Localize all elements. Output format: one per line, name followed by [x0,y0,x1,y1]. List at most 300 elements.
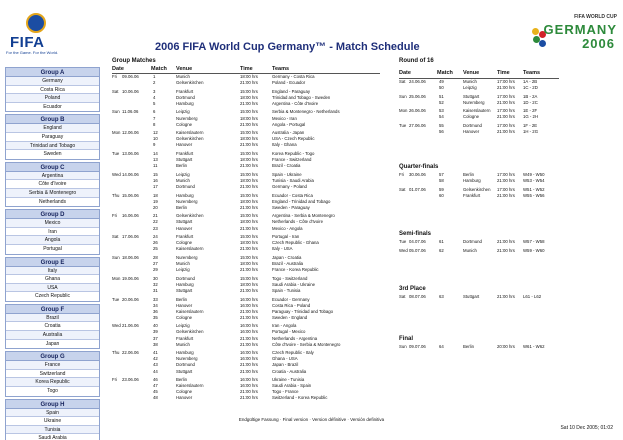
match-teams: Mexico - Iran [272,115,297,121]
match-date: 14.06.06 [122,171,139,177]
header-match: Match [437,70,453,76]
match-time: 18:00 hrs [240,198,258,204]
match-time: 21:00 hrs [497,114,515,120]
match-venue: Berlin [176,163,187,169]
group-team: England [6,124,99,133]
group-team: Saudi Arabia [38,435,67,440]
match-number: 24 [153,234,158,240]
group-team: Netherlands [39,198,66,205]
match-venue: Stuttgart [463,93,480,99]
match-number: 45 [153,389,158,395]
quarter-table [399,172,619,199]
match-day: Tue [112,151,120,157]
match-teams: W59 - W60 [523,247,545,253]
match-venue: Munich [463,79,477,84]
match-row [112,369,380,375]
match-venue: Nuremberg [176,356,198,362]
match-time: 16:00 hrs [240,356,258,362]
match-teams: Brazil - Australia [272,261,304,267]
group-header: Group F [5,304,100,314]
print-timestamp: Sat 10 Dec 2005; 01:02 [560,425,613,431]
match-venue: Dortmund [176,362,195,368]
group-team: Sweden [43,151,62,158]
match-time: 21:00 hrs [240,100,258,106]
match-time: 21:00 hrs [497,247,515,253]
match-number: 55 [439,123,444,129]
group-team: Italy [6,267,99,276]
header-time: Time [497,70,510,76]
group-teams [5,409,100,440]
group-header: Group B [5,114,100,124]
match-time: 21:00 hrs [240,163,258,169]
match-row [399,85,619,91]
match-time: 21:00 hrs [240,362,258,368]
match-teams: W57 - W58 [523,239,545,244]
match-number: 5 [153,100,156,106]
match-number: 20 [153,204,158,210]
match-teams: Portugal - Iran [272,234,300,240]
match-time: 21:00 hrs [497,239,515,244]
match-teams: 1C - 2D [523,85,538,91]
match-time: 17:00 hrs [497,93,515,99]
match-venue: Stuttgart [176,219,193,225]
match-venue: Munich [176,74,190,79]
match-date: 12.06.06 [122,130,139,136]
match-number: 58 [439,178,444,184]
third-table [399,294,619,300]
match-teams: Côte d'Ivoire - Serbia & Montenegro [272,341,341,347]
match-teams: France - Switzerland [272,157,312,163]
match-time: 15:00 hrs [240,130,258,136]
match-time: 15:00 hrs [240,213,258,219]
group-team: Spain [6,409,99,418]
match-number: 14 [153,151,158,157]
match-number: 21 [153,213,158,219]
group-team: France [6,361,99,370]
match-date: 25.06.06 [409,93,426,99]
group-team: Trinidad and Tobago [6,142,99,151]
match-teams: USA - Czech Republic [272,136,315,142]
match-teams: Costa Rica - Poland [272,302,311,308]
group-team: Tunisia [6,426,99,435]
match-number: 7 [153,115,156,121]
group-team: Australia [6,331,99,340]
match-teams: L61 - L62 [523,294,542,299]
match-date: 26.06.06 [409,108,426,114]
group-header: Group D [5,209,100,219]
match-row [399,193,619,199]
match-time: 15:00 hrs [240,234,258,240]
group-matches-header [112,66,380,73]
match-day: Wed [112,323,121,329]
match-time: 18:00 hrs [240,261,258,267]
match-number: 52 [439,99,444,105]
group-teams [5,172,100,207]
match-venue: Leipzig [176,109,190,115]
match-date: 17.06.06 [122,234,139,240]
match-date: 08.07.06 [409,294,426,299]
match-number: 2 [153,80,156,86]
fifa-tagline: For the Game. For the World. [6,50,59,55]
match-venue: Cologne [176,240,193,246]
match-time: 21:00 hrs [497,294,515,299]
match-day: Sun [112,109,120,115]
match-number: 34 [153,302,158,308]
match-row [112,205,380,211]
match-venue: Dortmund [176,184,195,189]
final-table [399,344,619,350]
match-teams: Ecuador - Costa Rica [272,192,313,198]
match-number: 28 [153,254,158,260]
match-date: 05.07.06 [409,247,426,253]
match-teams: 1B - 2A [523,93,538,99]
match-venue: Cologne [176,314,193,320]
match-number: 44 [153,368,158,374]
match-venue: Munich [176,177,190,183]
match-teams: Ghana - USA [272,356,298,362]
match-time: 21:00 hrs [240,368,258,374]
match-time: 21:00 hrs [497,85,515,91]
match-venue: Hanover [176,395,193,401]
match-day: Sun [112,254,120,260]
header-time: Time [240,66,253,72]
match-time: 21:00 hrs [240,341,258,347]
match-number: 8 [153,121,156,127]
match-teams: Ecuador - Germany [272,296,310,302]
match-row [112,226,380,232]
match-venue: Kaiserslautern [176,308,204,314]
match-number: 32 [153,281,158,287]
header-teams: Teams [523,70,541,76]
match-venue: Hanover [463,129,480,135]
world-cup-logo [532,10,617,58]
match-teams: W49 - W50 [523,172,545,177]
match-time: 21:00 hrs [497,99,515,105]
match-time: 18:00 hrs [240,94,258,100]
match-teams: 1E - 2F [523,108,538,114]
match-teams: England - Trinidad and Tobago [272,198,331,204]
match-number: 46 [153,377,158,383]
match-time: 21:00 hrs [497,178,515,184]
match-teams: Japan - Brazil [272,362,299,368]
match-venue: Stuttgart [176,287,193,293]
match-day: Sat [399,79,406,84]
match-venue: Berlin [176,377,187,383]
match-teams: Italy - Ghana [272,142,297,148]
match-time: 18:00 hrs [240,240,258,246]
group-team: Angola [6,236,99,245]
match-venue: Frankfurt [176,151,194,157]
match-venue: Gelsenkirchen [463,186,491,192]
match-venue: Munich [176,341,190,347]
match-venue: Cologne [463,114,480,120]
match-time: 21:00 hrs [497,129,515,135]
match-venue: Cologne [176,389,193,395]
match-time: 15:00 hrs [240,275,258,281]
match-row [112,315,380,321]
match-date: 15.06.06 [122,192,139,198]
match-teams: England - Paraguay [272,88,310,94]
group-matches-title: Group Matches [112,58,156,64]
match-row [112,246,380,252]
match-row [112,395,380,401]
match-row [399,248,619,254]
match-number: 59 [439,186,444,192]
match-date: 13.06.06 [122,151,139,157]
wc-logo-top: FIFA WORLD CUP [574,14,617,20]
match-time: 18:00 hrs [240,281,258,287]
match-day: Sat [112,88,119,94]
match-row [399,129,619,135]
match-time: 21:00 hrs [240,225,258,231]
match-time: 17:00 hrs [497,172,515,177]
match-venue: Leipzig [176,171,190,177]
match-number: 38 [153,341,158,347]
match-number: 48 [153,395,158,401]
match-number: 1 [153,74,156,79]
match-number: 43 [153,362,158,368]
match-teams: Brazil - Croatia [272,163,301,169]
group-team: Portugal [43,245,62,252]
match-number: 42 [153,356,158,362]
group-box [5,209,100,254]
group-team: Iran [6,228,99,237]
match-number: 53 [439,108,444,114]
group-team: Serbia & Montenegro [6,189,99,198]
match-day: Fri [399,172,405,177]
match-day: Sat [399,186,406,192]
group-teams [5,267,100,302]
match-day: Fri [112,74,118,79]
match-teams: Serbia & Montenegro - Netherlands [272,109,340,115]
match-teams: Iran - Angola [272,323,297,329]
match-venue: Leipzig [176,323,190,329]
match-time: 15:00 hrs [240,254,258,260]
match-date: 27.06.06 [409,123,426,129]
match-day: Thu [112,350,120,356]
group-header: Group A [5,67,100,77]
match-venue: Hamburg [176,100,194,106]
match-teams: Saudi Arabia - Spain [272,383,312,389]
group-header: Group H [5,399,100,409]
match-row [112,101,380,107]
match-number: 51 [439,93,444,99]
group-header: Group G [5,351,100,361]
match-venue: Kaiserslautern [176,246,204,252]
match-time: 21:00 hrs [240,80,258,86]
match-teams: Togo - Switzerland [272,275,308,281]
match-day: Mon [112,275,121,281]
match-teams: Italy - USA [272,246,293,252]
match-teams: 1F - 2E [523,123,538,129]
match-number: 11 [153,163,158,169]
match-venue: Gelsenkirchen [176,329,204,335]
match-number: 39 [153,329,158,335]
match-number: 10 [153,136,158,142]
match-number: 54 [439,114,444,120]
match-teams: Switzerland - Korea Republic [272,395,328,401]
match-number: 50 [439,85,444,91]
match-time: 16:00 hrs [240,329,258,335]
match-venue: Stuttgart [463,294,480,299]
match-time: 16:00 hrs [240,383,258,389]
semi-title: Semi-finals [399,231,432,237]
quarter-title: Quarter-finals [399,164,439,170]
match-number: 29 [153,267,158,273]
match-teams: Ukraine - Tunisia [272,377,305,383]
match-row [112,122,380,128]
match-venue: Nuremberg [176,115,198,121]
match-teams: Argentina - Côte d'Ivoire [272,100,319,106]
match-day: Fri [112,213,118,219]
match-number: 47 [153,383,158,389]
match-venue: Leipzig [463,85,477,91]
match-teams: Korea Republic - Togo [272,151,315,157]
match-teams: Argentina - Serbia & Montenegro [272,213,335,219]
group-team: Paraguay [6,133,99,142]
match-time: 18:00 hrs [240,219,258,225]
match-venue: Frankfurt [176,88,194,94]
match-number: 41 [153,350,158,356]
match-time: 16:00 hrs [240,302,258,308]
group-teams [5,124,100,159]
match-date: 21.06.06 [122,323,139,329]
match-time: 17:00 hrs [497,186,515,192]
match-teams: Czech Republic - Italy [272,350,314,356]
group-team: Ghana [6,275,99,284]
group-team: Costa Rica [6,86,99,95]
match-teams: Sweden - Paraguay [272,204,310,210]
group-team: Argentina [6,172,99,181]
match-time: 18:00 hrs [240,74,258,79]
match-teams: Togo - France [272,389,299,395]
final-title: Final [399,336,414,342]
match-time: 16:00 hrs [240,377,258,383]
match-date: 20.06.06 [122,296,139,302]
match-number: 25 [153,246,158,252]
match-number: 57 [439,172,444,177]
match-teams: Trinidad and Tobago - Sweden [272,94,331,100]
header-teams: Teams [272,66,290,72]
match-teams: 1A - 2B [523,79,538,84]
match-date: 11.06.06 [122,109,139,115]
round16-header [399,70,619,77]
group-header: Group C [5,162,100,172]
match-venue: Berlin [463,344,474,349]
match-number: 56 [439,129,444,135]
match-teams: Spain - Tunisia [272,287,301,293]
match-date: 30.06.06 [409,172,426,177]
match-number: 12 [153,130,158,136]
match-teams: Spain - Ukraine [272,171,302,177]
match-time: 21:00 hrs [240,389,258,395]
match-venue: Frankfurt [176,335,194,341]
match-row [112,342,380,348]
match-row [112,184,380,190]
match-teams: France - Korea Republic [272,267,319,273]
match-number: 17 [153,184,158,189]
match-venue: Dortmund [176,94,195,100]
match-venue: Dortmund [463,239,482,244]
header-venue: Venue [463,70,480,76]
match-day: Wed [112,171,121,177]
match-time: 18:00 hrs [240,136,258,142]
semi-table [399,239,619,254]
match-number: 13 [153,157,158,163]
group-teams [5,77,100,112]
match-venue: Hanover [176,302,193,308]
match-number: 63 [439,294,444,299]
match-day: Sat [112,234,119,240]
match-number: 37 [153,335,158,341]
match-teams: Czech Republic - Ghana [272,240,319,246]
match-venue: Kaiserslautern [176,130,204,136]
match-venue: Hanover [176,142,193,148]
group-team: Mexico [6,219,99,228]
match-number: 31 [153,287,158,293]
match-teams: Australia - Japan [272,130,305,136]
match-teams: W51 - W52 [523,186,545,192]
round16-title: Round of 16 [399,58,434,64]
match-time: 17:00 hrs [497,108,515,114]
match-venue: Frankfurt [463,192,481,198]
round16-table [399,79,619,135]
match-teams: Sweden - England [272,314,308,320]
match-time: 21:00 hrs [240,184,258,189]
wc-logo-year: 2006 [582,36,615,51]
match-time: 21:00 hrs [497,192,515,198]
match-venue: Dortmund [463,123,482,129]
match-number: 26 [153,240,158,246]
match-row [112,142,380,148]
match-day: Tue [399,123,407,129]
group-box [5,162,100,207]
match-row [399,294,619,300]
match-teams: Netherlands - Côte d'Ivoire [272,219,323,225]
match-date: 22.06.06 [122,350,139,356]
match-venue: Nuremberg [176,254,198,260]
match-number: 49 [439,79,444,84]
match-teams: Portugal - Mexico [272,329,306,335]
match-day: Sun [399,344,407,349]
match-date: 04.07.06 [409,239,426,244]
match-time: 21:00 hrs [240,121,258,127]
match-venue: Hamburg [176,192,194,198]
match-time: 21:00 hrs [240,308,258,314]
match-number: 18 [153,192,158,198]
match-teams: W61 - W62 [523,344,545,349]
group-box [5,351,100,396]
match-day: Mon [112,130,121,136]
group-teams [5,314,100,349]
match-venue: Gelsenkirchen [176,80,204,86]
match-venue: Stuttgart [176,368,193,374]
match-teams: Mexico - Angola [272,225,303,231]
match-venue: Munich [176,261,190,267]
match-number: 16 [153,177,158,183]
group-team: Czech Republic [34,293,71,300]
match-venue: Hamburg [176,350,194,356]
match-time: 18:00 hrs [240,177,258,183]
groups-panel [5,67,100,440]
match-date: 24.06.06 [409,79,426,84]
match-time: 16:00 hrs [240,296,258,302]
match-date: 18.06.06 [122,254,139,260]
match-venue: Cologne [176,121,193,127]
match-day: Thu [112,192,120,198]
match-number: 4 [153,94,156,100]
match-number: 3 [153,88,156,94]
